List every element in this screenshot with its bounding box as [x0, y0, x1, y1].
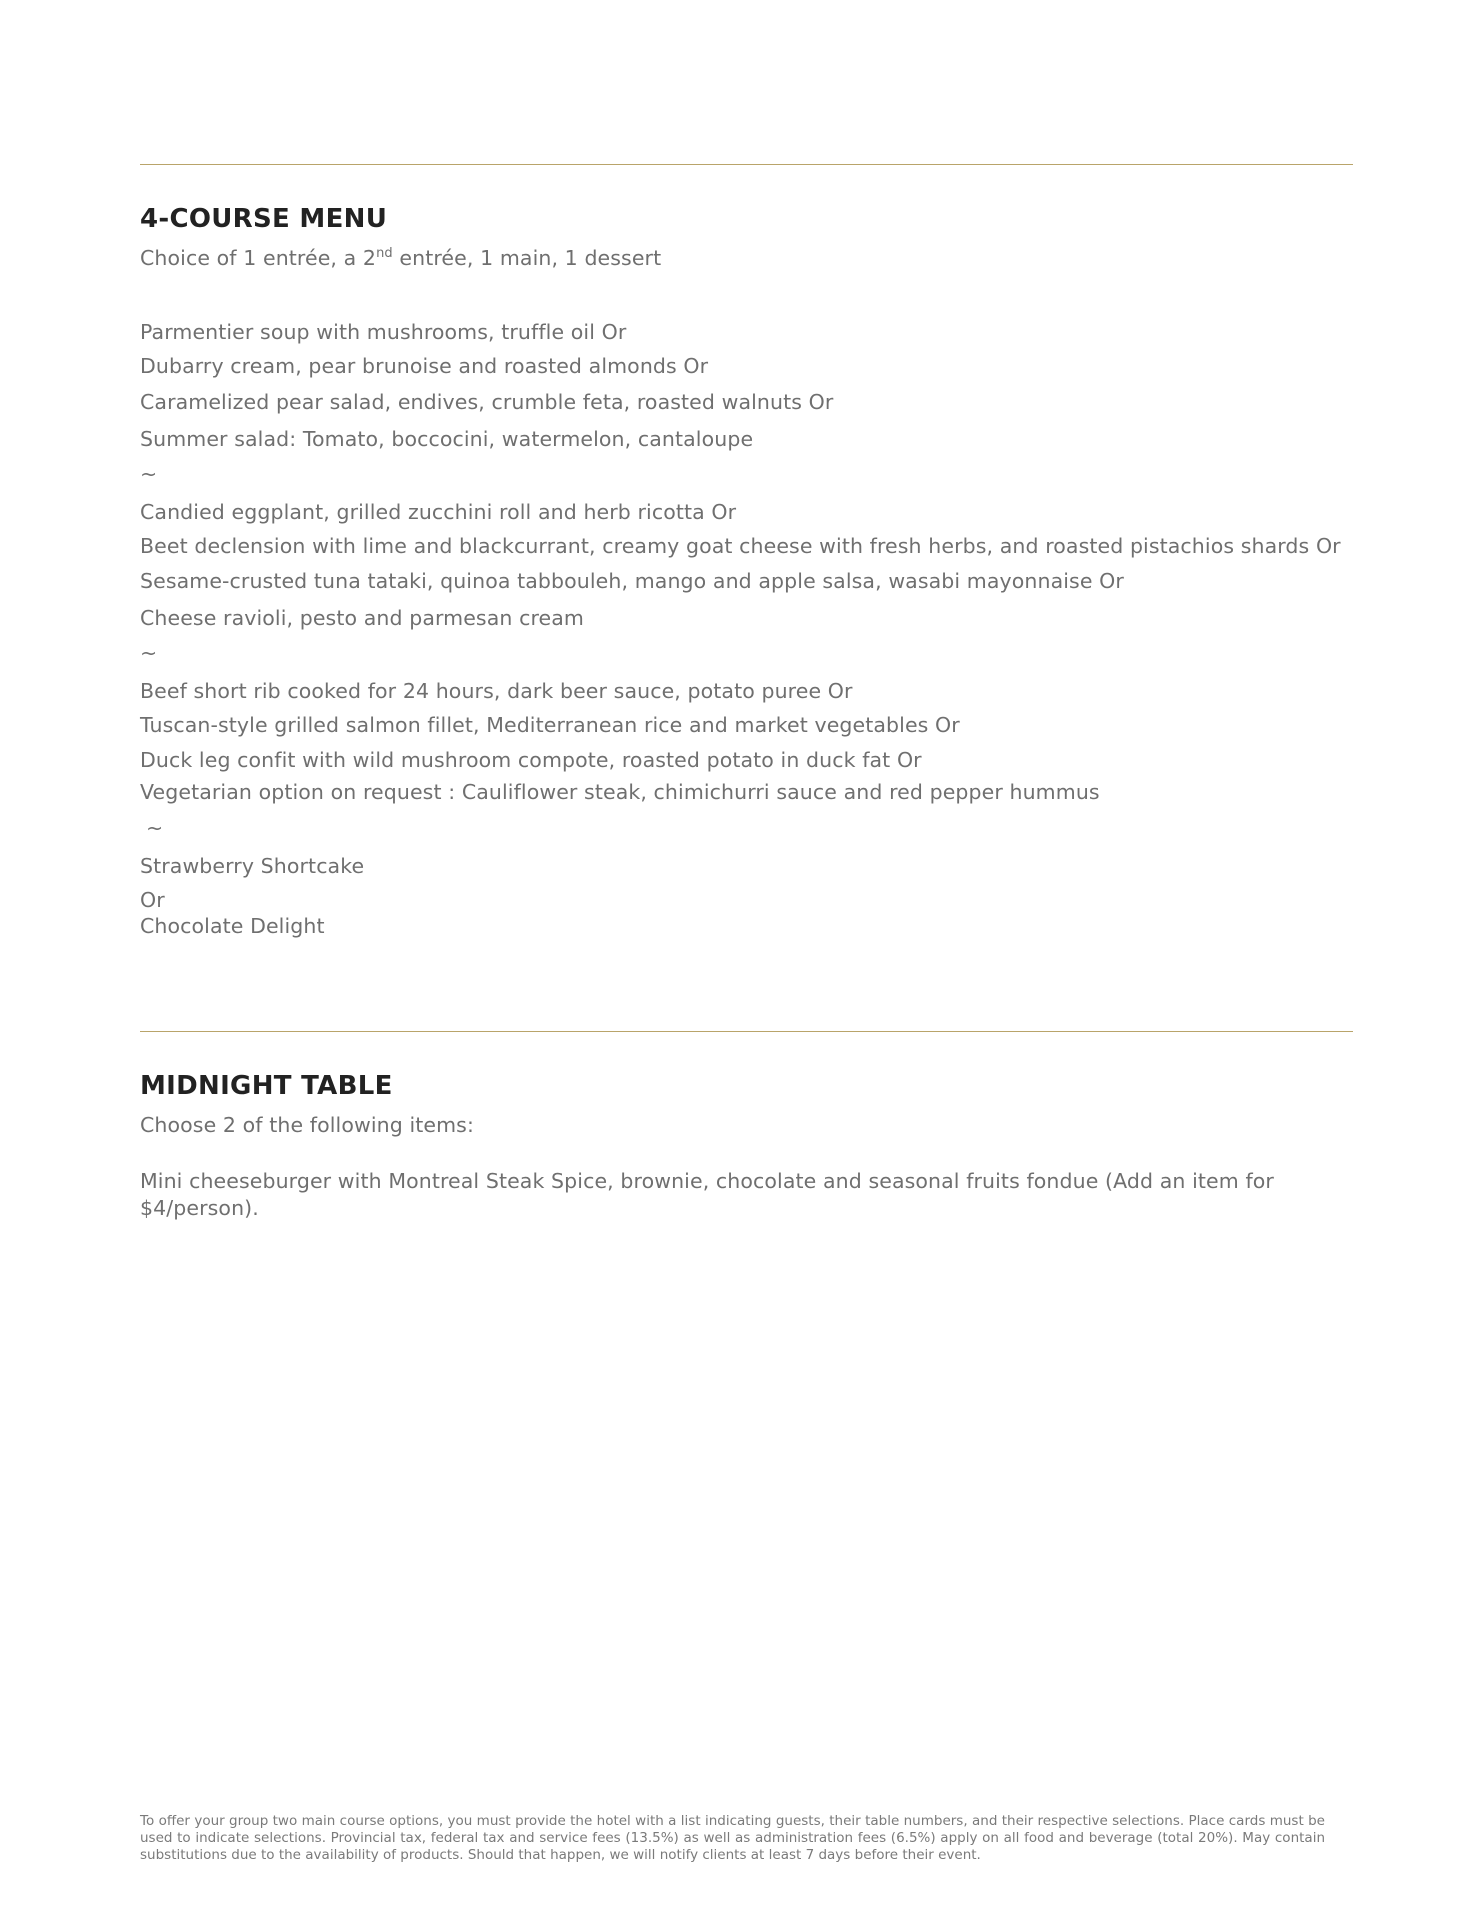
dessert-item: Or: [140, 888, 165, 912]
midnight-items: Mini cheeseburger with Montreal Steak Spice, brownie, chocolate and seasonal fruits fondue (Add an item for $4/person).: [140, 1169, 1274, 1220]
midnight-subtitle: Choose 2 of the following items:: [140, 1113, 474, 1137]
entree-item: Caramelized pear salad, endives, crumble feta, roasted walnuts Or: [140, 390, 834, 414]
dessert-item: Chocolate Delight: [140, 914, 325, 938]
course-separator: ~: [140, 641, 158, 665]
second-entree-item: Sesame-crusted tuna tataki, quinoa tabbouleh, mango and apple salsa, wasabi mayonnaise Or: [140, 569, 1124, 593]
main-item: Duck leg confit with wild mushroom compote, roasted potato in duck fat Or: [140, 748, 922, 772]
main-item: Vegetarian option on request : Cauliflower steak, chimichurri sauce and red pepper hummus: [140, 780, 1100, 804]
entree-item: Summer salad: Tomato, boccocini, watermelon, cantaloupe: [140, 427, 754, 451]
dessert-item: Strawberry Shortcake: [140, 854, 365, 878]
second-entree-item: Candied eggplant, grilled zucchini roll and herb ricotta Or: [140, 500, 737, 524]
entree-item: Parmentier soup with mushrooms, truffle oil Or: [140, 320, 627, 344]
second-entree-item: Cheese ravioli, pesto and parmesan cream: [140, 606, 584, 630]
menu-subtitle: Choice of 1 entrée, a 2nd entrée, 1 main, 1 dessert: [140, 246, 662, 270]
course-separator: ~: [140, 462, 158, 486]
entree-item: Dubarry cream, pear brunoise and roasted almonds Or: [140, 354, 709, 378]
course-separator: ~: [146, 816, 164, 840]
menu-title: 4-COURSE MENU: [140, 204, 388, 234]
midnight-divider: [140, 1031, 1353, 1032]
footer-note: To offer your group two main course options, you must provide the hotel with a list indicating guests, their table numbers, and their respective selections. Place cards must be used to indicate selections. Provincial tax, federal tax and service fees (13.5%) as well as administration fees (6.5%) apply on all food and beverage (total 20%). May contain substitutions due to the availability of products. Should that happen, we will notify clients at least 7 days before their event.: [140, 1813, 1325, 1863]
top-divider: [140, 164, 1353, 165]
midnight-title: MIDNIGHT TABLE: [140, 1071, 393, 1101]
main-item: Tuscan-style grilled salmon fillet, Mediterranean rice and market vegetables Or: [140, 713, 960, 737]
main-item: Beef short rib cooked for 24 hours, dark beer sauce, potato puree Or: [140, 679, 853, 703]
second-entree-item: Beet declension with lime and blackcurrant, creamy goat cheese with fresh herbs, and roasted pistachios shards Or: [140, 534, 1341, 558]
